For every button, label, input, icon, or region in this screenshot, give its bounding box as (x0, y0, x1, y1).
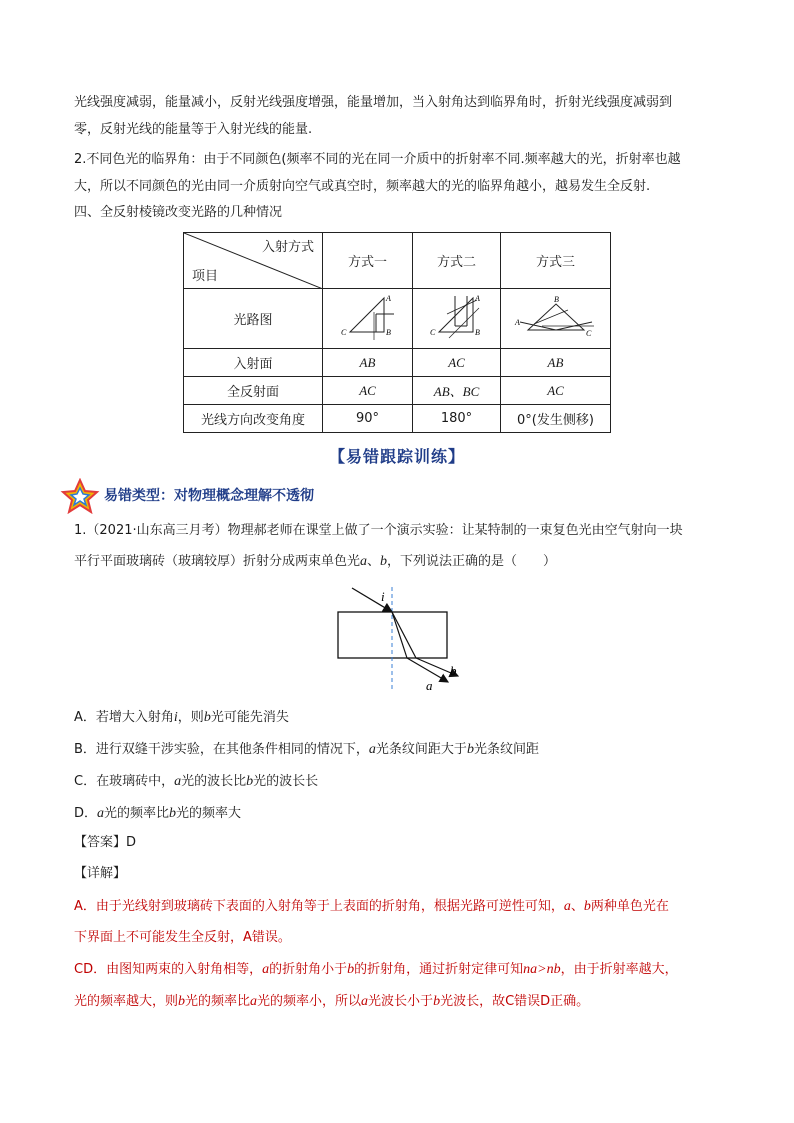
total-reflection-face-2: AB、BC (413, 377, 501, 405)
point-label-b: B (474, 327, 480, 337)
angle-change-1: 90° (323, 405, 413, 433)
section-heading-4: 四、全反射棱镜改变光路的几种情况 (74, 205, 283, 220)
detail-cd-line-2: 光的频率越大，则b光的频率比a光的频率小，所以a光波长小于b光波长，故C错误D正确。 (74, 994, 590, 1009)
header-mode-3: 方式三 (501, 233, 611, 289)
total-reflection-face-3: AC (501, 377, 611, 405)
table-corner-cell (184, 233, 323, 289)
prism-diagram-3 (514, 292, 598, 342)
point-label-a: A (514, 317, 520, 327)
answer-line (74, 833, 136, 853)
detail-label: 【详解】 (74, 866, 127, 881)
light-path-diagram-3 (501, 289, 611, 349)
option-c: C．在玻璃砖中，a光的波长比b光的波长长 (74, 774, 319, 789)
point-label-c: C (429, 327, 435, 337)
intro-line-3: 2.不同色光的临界角：由于不同颜色(频率不同的光在同一介质中的折射率不同.频率越大的光，折射率也越 (74, 152, 681, 167)
intro-line-1: 光线强度减弱，能量减小，反射光线强度增强，能量增加，当入射角达到临界角时，折射光线强度减弱到 (74, 95, 673, 110)
light-path-diagram-1 (323, 289, 413, 349)
corner-top-label: 入射方式 (261, 240, 314, 255)
option-a: A．若增大入射角i，则b光可能先消失 (74, 710, 289, 725)
row-label-total-reflection: 全反射面 (184, 377, 323, 405)
option-b: B．进行双缝干涉实验，在其他条件相同的情况下，a光条纹间距大于b光条纹间距 (74, 742, 539, 757)
angle-change-2: 180° (413, 405, 501, 433)
point-label-c: C (585, 328, 591, 338)
question-line-1: 1.（2021·山东高三月考）物理郝老师在课堂上做了一个演示实验：让某特制的一束复色光由空气射向一块 (74, 523, 683, 538)
point-label-a: A (385, 293, 391, 303)
glass-block-figure (318, 585, 478, 695)
mistake-type-heading: 易错类型：对物理概念理解不透彻 (104, 488, 314, 504)
incident-face-2: AC (413, 349, 501, 377)
point-label-a: A (474, 293, 480, 303)
angle-label-i: i (381, 589, 385, 604)
question-line-2: 平行平面玻璃砖（玻璃较厚）折射分成两束单色光a、b，下列说法正确的是（ ） (74, 554, 557, 569)
intro-line-2: 零，反射光线的能量等于入射光线的能量. (74, 122, 313, 137)
ray-label-a: a (426, 678, 433, 693)
incident-face-1: AB (323, 349, 413, 377)
incident-face-3: AB (501, 349, 611, 377)
point-label-b: B (553, 294, 559, 304)
intro-line-4: 大，所以不同颜色的光由同一介质射向空气或真空时，频率越大的光的临界角越小，越易发生全反射. (74, 179, 651, 194)
point-label-b: B (385, 327, 391, 337)
prism-diagram-1 (338, 292, 398, 342)
header-mode-2: 方式二 (413, 233, 501, 289)
star-icon (60, 478, 100, 514)
total-reflection-face-1: AC (323, 377, 413, 405)
option-d: D．a光的频率比b光的频率大 (74, 806, 242, 821)
answer-label: 【答案】 (74, 835, 127, 850)
row-label-angle-change: 光线方向改变角度 (184, 405, 323, 433)
row-label-path: 光路图 (184, 289, 323, 349)
corner-bottom-label: 项目 (192, 269, 219, 284)
section-title: 【易错跟踪训练】 (328, 447, 465, 466)
detail-a-line-2: 下界面上不可能发生全反射，A错误。 (74, 930, 291, 945)
ray-label-b: b (450, 663, 457, 678)
detail-cd-line-1: CD．由图知两束的入射角相等，a的折射角小于b的折射角，通过折射定律可知na>nb，由于折射率越大， (74, 962, 678, 977)
light-path-diagram-2 (413, 289, 501, 349)
row-label-incident: 入射面 (184, 349, 323, 377)
prism-table (183, 232, 611, 433)
answer-value: D (126, 835, 137, 850)
point-label-c: C (340, 327, 346, 337)
angle-change-3: 0°(发生侧移) (501, 405, 611, 433)
prism-diagram-2 (427, 292, 487, 342)
header-mode-1: 方式一 (323, 233, 413, 289)
detail-a-line-1: A．由于光线射到玻璃砖下表面的入射角等于上表面的折射角，根据光路可逆性可知，a、b两种单色光在 (74, 899, 669, 914)
